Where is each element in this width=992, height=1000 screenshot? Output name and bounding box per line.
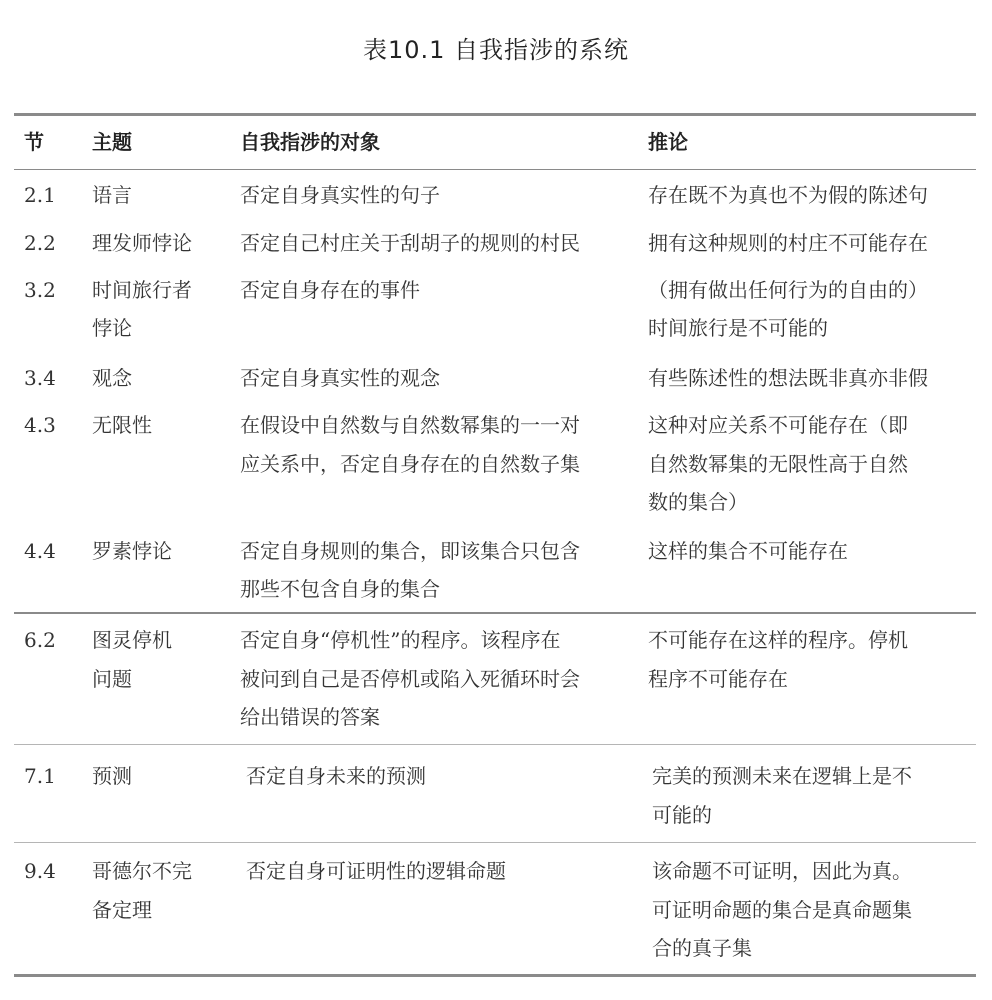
cell-section: 2.2 <box>24 231 56 255</box>
section-rule <box>14 744 976 745</box>
cell-topic: 罗素悖论 <box>92 539 172 563</box>
cell-section: 6.2 <box>24 628 56 652</box>
cell-object: 否定自身真实性的句子 <box>240 183 440 207</box>
cell-object: 否定自身规则的集合，即该集合只包含 <box>240 539 580 563</box>
bottom-rule <box>14 974 976 977</box>
cell-topic: 观念 <box>92 366 132 390</box>
cell-inference: （拥有做出任何行为的自由的） <box>648 278 928 302</box>
cell-object: 那些不包含自身的集合 <box>240 577 440 601</box>
cell-object: 应关系中，否定自身存在的自然数子集 <box>240 452 580 476</box>
cell-object: 否定自身可证明性的逻辑命题 <box>246 859 506 883</box>
cell-inference: 该命题不可证明，因此为真。 <box>652 859 912 883</box>
cell-object: 否定自身存在的事件 <box>240 278 420 302</box>
top-rule <box>14 113 976 116</box>
cell-inference: 拥有这种规则的村庄不可能存在 <box>648 231 928 255</box>
cell-inference: 这样的集合不可能存在 <box>648 539 848 563</box>
cell-inference: 时间旅行是不可能的 <box>648 316 828 340</box>
cell-inference: 这种对应关系不可能存在（即 <box>648 413 908 437</box>
cell-inference: 程序不可能存在 <box>648 667 788 691</box>
header-inference: 推论 <box>648 130 688 154</box>
cell-section: 7.1 <box>24 764 56 788</box>
cell-inference: 存在既不为真也不为假的陈述句 <box>648 183 928 207</box>
header-object: 自我指涉的对象 <box>240 130 380 154</box>
cell-topic: 哥德尔不完 <box>92 859 192 883</box>
cell-object: 否定自身未来的预测 <box>246 764 426 788</box>
cell-section: 2.1 <box>24 183 56 207</box>
cell-object: 给出错误的答案 <box>240 705 380 729</box>
header-section: 节 <box>24 130 44 154</box>
header-rule <box>14 169 976 170</box>
cell-inference: 完美的预测未来在逻辑上是不 <box>652 764 912 788</box>
cell-object: 否定自己村庄关于刮胡子的规则的村民 <box>240 231 580 255</box>
cell-inference: 数的集合） <box>648 490 748 514</box>
cell-section: 4.4 <box>24 539 56 563</box>
cell-section: 9.4 <box>24 859 56 883</box>
cell-topic: 语言 <box>92 183 132 207</box>
cell-topic: 悖论 <box>92 316 132 340</box>
cell-object: 否定自身“停机性”的程序。该程序在 <box>240 628 561 652</box>
cell-topic: 预测 <box>92 764 132 788</box>
cell-inference: 有些陈述性的想法既非真亦非假 <box>648 366 928 390</box>
cell-inference: 可证明命题的集合是真命题集 <box>652 898 912 922</box>
cell-inference: 可能的 <box>652 803 712 827</box>
section-rule <box>14 842 976 843</box>
cell-topic: 时间旅行者 <box>92 278 192 302</box>
cell-object: 被问到自己是否停机或陷入死循环时会 <box>240 667 580 691</box>
cell-inference: 合的真子集 <box>652 936 752 960</box>
cell-section: 3.4 <box>24 366 56 390</box>
cell-section: 3.2 <box>24 278 56 302</box>
cell-topic: 问题 <box>92 667 132 691</box>
table-title: 表10.1 自我指涉的系统 <box>362 36 630 64</box>
section-rule <box>14 612 976 614</box>
cell-topic: 图灵停机 <box>92 628 172 652</box>
cell-inference: 自然数幂集的无限性高于自然 <box>648 452 908 476</box>
header-topic: 主题 <box>92 130 132 154</box>
cell-topic: 无限性 <box>92 413 152 437</box>
cell-inference: 不可能存在这样的程序。停机 <box>648 628 908 652</box>
cell-object: 否定自身真实性的观念 <box>240 366 440 390</box>
cell-object: 在假设中自然数与自然数幂集的一一对 <box>240 413 580 437</box>
cell-section: 4.3 <box>24 413 56 437</box>
cell-topic: 备定理 <box>92 898 152 922</box>
cell-topic: 理发师悖论 <box>92 231 192 255</box>
